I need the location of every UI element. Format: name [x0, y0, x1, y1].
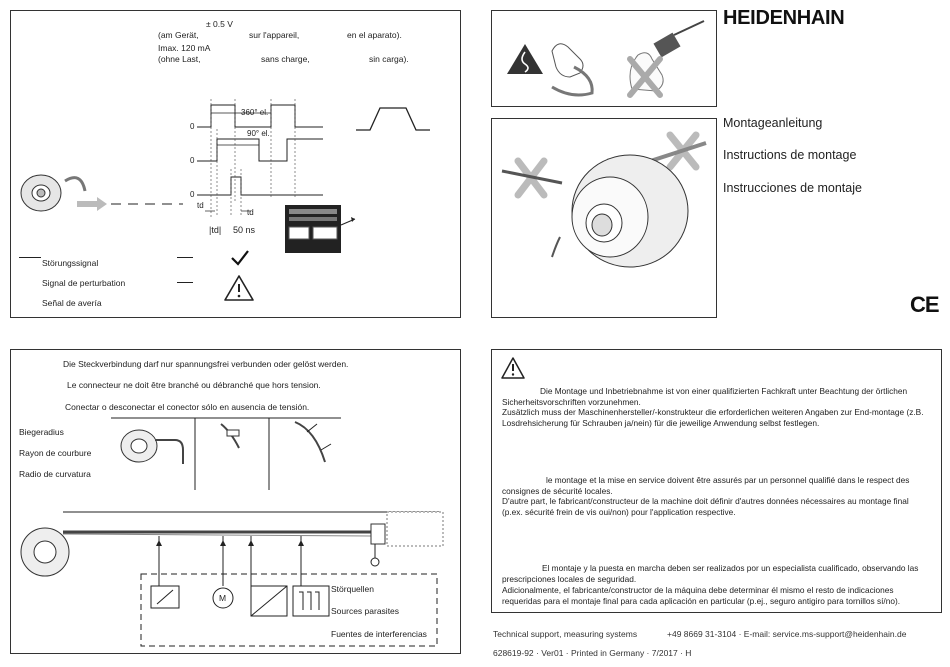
connector-warning-de: Die Steckverbindung darf nur spannungsfrei verbunden oder gelöst werden. — [63, 359, 349, 369]
td-abs-label: |td| — [209, 225, 222, 235]
safety-es-1: El montaje y la puesta en marcha deben ser realizados por un especialista cualificado, observando las prescripciones locales de seguridad. — [502, 563, 919, 584]
bend-radius-fr: Rayon de courbure — [19, 448, 92, 458]
max-current-label: Imax. 120 mA — [158, 43, 211, 53]
level-0-a: 0 — [190, 122, 195, 131]
title-fr: Instructions de montage — [723, 148, 857, 162]
title-es: Instrucciones de montaje — [723, 181, 862, 195]
interference-es: Fuentes de interferencias — [331, 629, 427, 639]
safety-panel — [491, 349, 942, 613]
voltage-label: ± 0.5 V — [206, 19, 233, 29]
fault-signal-fr: Signal de perturbation — [42, 278, 126, 288]
fault-signal-es: Señal de avería — [42, 298, 102, 308]
period-label: 360° el. — [241, 108, 269, 117]
td-label-a: td — [197, 201, 204, 210]
warning-triangle-icon — [223, 274, 255, 302]
connector-warning-es: Conectar o desconectar el conector sólo en ausencia de tensión. — [65, 402, 310, 412]
safety-de-1: Die Montage und Inbetriebnahme ist von einer qualifizierten Fachkraft unter Beachtung der örtlichen Sicherheitsvorschriften vorzunehmen. — [502, 386, 908, 407]
interference-fr: Sources parasites — [331, 606, 400, 616]
encoder-rotation-icon — [15, 163, 185, 223]
safety-es-2: Adicionalmente, el fabricante/constructor de la máquina debe determinar él mismo el resto de indicaciones requeridas para el montaje final para cada aplicación en particular (p.ej., seguro antigiro para tornillos sí/no). — [502, 585, 901, 606]
title-de: Montageanleitung — [723, 116, 823, 130]
td-label-b: td — [247, 208, 254, 217]
document-id: 628619-92 · Ver01 · Printed in Germany · 7/2017 · H — [493, 648, 692, 658]
bend-radius-de: Biegeradius — [19, 427, 64, 437]
at-device-es: en el aparato). — [347, 30, 402, 40]
level-0-c: 0 — [190, 190, 195, 199]
encoder-mounting-illustration — [492, 119, 716, 317]
phase-label: 90° el. — [247, 129, 270, 138]
safety-fr-1: le montage et la mise en service doivent être assurés par un personnel qualifié dans le respect des consignes de sécurité locales. — [502, 475, 910, 496]
no-load-es: sin carga). — [369, 54, 409, 64]
motor-label: M — [219, 593, 227, 603]
connector-panel — [10, 349, 461, 654]
esd-warning-icon — [506, 43, 544, 75]
ce-mark: CE — [910, 292, 939, 317]
heidenhain-logo: HEIDENHAIN — [723, 7, 845, 29]
check-icon — [230, 249, 250, 267]
signal-panel — [10, 10, 461, 318]
no-load-de: (ohne Last, — [158, 54, 201, 64]
safety-warning-icon — [500, 356, 526, 380]
connector-warning-fr: Le connecteur ne doit être branché ou débranché que hors tension. — [67, 380, 321, 390]
bend-radius-diagram — [111, 410, 341, 490]
no-cable-grab-icon — [612, 19, 712, 101]
at-device-fr: sur l'appareil, — [249, 30, 300, 40]
wrist-strap-icon — [544, 31, 604, 101]
bend-radius-es: Radio de curvatura — [19, 469, 91, 479]
safety-de-2: Zusätzlich muss der Maschinenhersteller/-konstrukteur die erforderlichen weiteren Angaben zur End-montage (z.B. Losdrehsicherung für Schrauben ja/nein) für die jeweilige Anwendung selbst festlegen. — [502, 407, 924, 428]
safety-fr-2: D'autre part, le fabricant/constructeur de la machine doit définir d'autres données nécessaires au montage final (p.ex. sécurité frein de vis oui/non) pour l'application respective. — [502, 496, 909, 517]
fault-signal-de: Störungssignal — [42, 258, 99, 268]
mounting-panel — [491, 118, 717, 318]
level-0-b: 0 — [190, 156, 195, 165]
divider-short-3 — [177, 282, 193, 283]
support-label: Technical support, measuring systems — [493, 629, 638, 639]
interference-de: Störquellen — [331, 584, 375, 594]
handling-panel — [491, 10, 717, 107]
divider-short-2 — [177, 257, 193, 258]
at-device-de: (am Gerät, — [158, 30, 199, 40]
td-value-label: 50 ns — [233, 225, 256, 235]
support-contact[interactable]: +49 8669 31-3104 · E-mail: service.ms-support@heidenhain.de — [667, 629, 907, 639]
id-label-plate — [285, 205, 375, 255]
trapezoid-signal-icon — [356, 106, 436, 136]
no-load-fr: sans charge, — [261, 54, 310, 64]
divider-short — [19, 257, 41, 258]
